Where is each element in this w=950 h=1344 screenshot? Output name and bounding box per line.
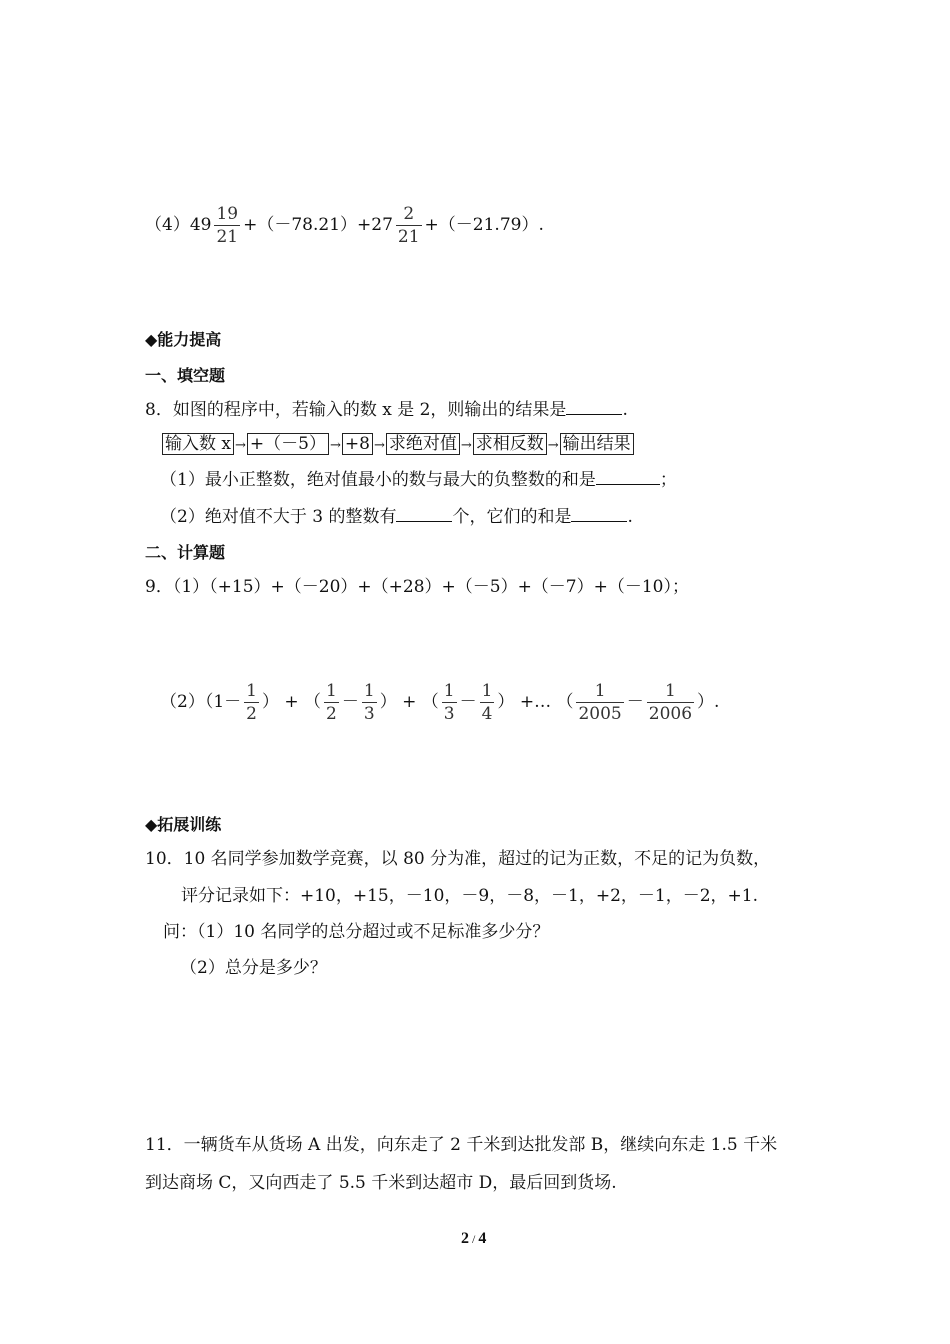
q9-part1: 9．（1）（+15）+（－20）+（+28）+（－5）+（－7）+（－10）； [145,577,689,597]
calc-heading: 二、计算题 [145,543,226,562]
flow-step-abs: 求绝对值 [386,433,460,455]
arrow-icon: → [235,438,246,453]
q11-line1: 11．一辆货车从货场 A 出发，向东走了 2 千米到达批发部 B，继续向东走 1.5 千米 [145,1135,778,1155]
answer-blank[interactable] [571,505,627,522]
arrow-icon: → [329,438,341,453]
arrow-icon: → [460,438,472,453]
arrow-icon: → [547,438,559,453]
q10-line3: 问：（1）10 名同学的总分超过或不足标准多少分？ [163,922,550,942]
q8-sub2: （2）绝对值不大于 3 的整数有 个，它们的和是 . [160,507,633,527]
q10-line4: （2）总分是多少？ [180,958,327,978]
program-flowchart [162,432,634,458]
flow-step-add-8: +8 [342,433,373,455]
answer-blank[interactable] [596,468,660,485]
section-ability-heading: ◆能力提高 [145,330,222,349]
fraction-2-21: $\frac{2}{21}$ [397,204,420,247]
arrow-icon: → [373,438,385,453]
q10-line2: 评分记录如下：+10，+15，－10，－9，－8，－1，+2，－1，－2，+1. [181,886,758,906]
q11-line2: 到达商场 C，又向西走了 5.5 千米到达超市 D，最后回到货场. [145,1173,617,1193]
fill-blank-heading: 一、填空题 [145,366,226,385]
page-number: 2 / 4 [461,1230,487,1247]
flow-step-output: 输出结果 [560,433,634,455]
answer-blank[interactable] [396,505,452,522]
q8-sub1: （1）最小正整数，绝对值最小的数与最大的负整数的和是 ； [160,470,677,490]
flow-step-negate: 求相反数 [473,433,547,455]
q9-part2: （2）（1－ $\frac{1}{2}$ ） + （ $\frac{1}{2}$ － $\frac{1}{3}$ ） + （ $\frac{1}{3}$ － $\frac{1}{4}$ ） +… （ $\frac{1}{2005}$ － $\frac{1}{2006}$ ）. [160,681,720,724]
fraction-1-2: $\frac{1}{2}$ [246,681,257,724]
section-extend-heading: ◆拓展训练 [145,815,222,834]
answer-blank[interactable] [566,398,622,415]
flow-step-add-minus5: +（－5） [247,433,329,455]
q4-label: （4） [145,215,190,235]
q4-expression: （4）49 $\frac{19}{21}$ +（－78.21）+27 $\frac{2}{21}$ +（－21.79）. [145,204,544,247]
fraction-19-21: $\frac{19}{21}$ [216,204,239,247]
flow-step-input: 输入数 x [162,433,234,455]
q10-line1: 10．10 名同学参加数学竞赛，以 80 分为准，超过的记为正数，不足的记为负数， [145,849,771,869]
q8-question: 8．如图的程序中，若输入的数 x 是 2，则输出的结果是 . [145,400,628,420]
